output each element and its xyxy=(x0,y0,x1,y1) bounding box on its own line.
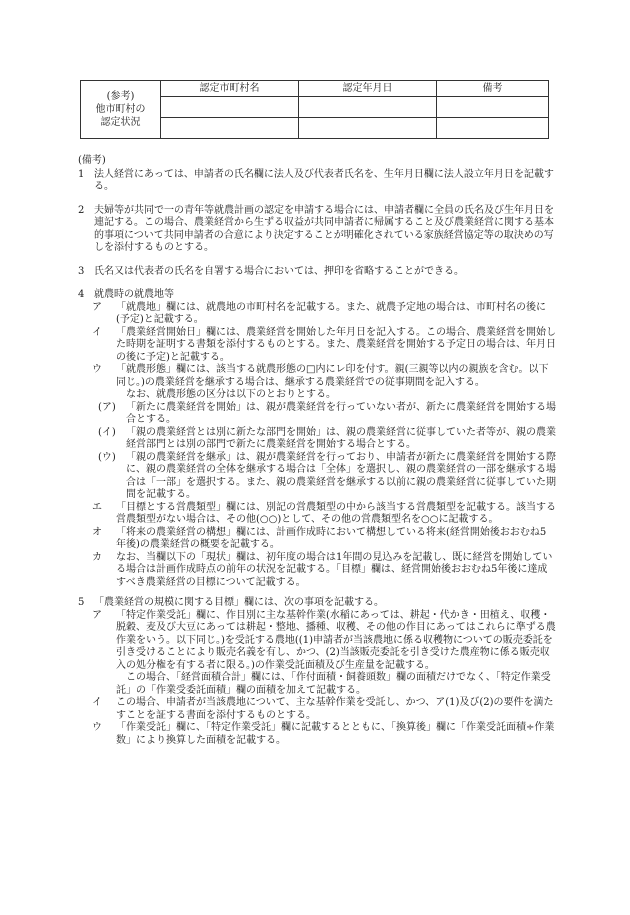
table-row-header xyxy=(81,81,161,139)
note-2 xyxy=(78,205,556,255)
table-cell xyxy=(161,97,299,118)
sub-number: ウ xyxy=(92,722,102,733)
note-4-i xyxy=(78,327,556,365)
sub-text: 「特定作業受託」欄に、作目別に主な基幹作業(水稲にあっては、耕起・代かき・田植え、収穫・脱穀、麦及び大豆にあっては耕起・整地、播種、収穫、その他の作目にあってはこれらに準ずる農作業をいう。以下同じ。)を受託する農地((1)申請者が当該農地に係る収穫物についての販売委託を引き受けることにより販売名義を有し、かつ、(2)当該販売委託を引き受けた農産物に係る販売収入の処分権を有する者に限る。)の作業受託面積及び生産量を記載する。 xyxy=(116,609,556,671)
note-4-u-sub-a xyxy=(78,402,556,427)
sub-number: エ xyxy=(92,501,102,513)
note-3 xyxy=(78,266,556,279)
note-number: 4 xyxy=(78,289,85,300)
subsub-text: 「親の農業経営を継承」は、親が農業経営を行っており、申請者が新たに農業経営を開始する際に、親の農業経営の全体を継承する場合は「全体」を選択し、親の農業経営の一部を継承する場合は「一部」を選択する。また、親の農業経営を継承する以前に親の農業経営に従事していた期間を記載する。 xyxy=(126,451,556,500)
sub-number: イ xyxy=(92,326,102,338)
table-cell xyxy=(299,97,437,118)
note-4-a xyxy=(78,302,556,327)
sub-text: 「農業経営開始日」欄には、農業経営を開始した年月日を記入する。この場合、農業経営を開始した時期を証明する書類を添付するものとする。また、農業経営を開始する予定日の場合は、年月日の後に予定)と記載する。 xyxy=(116,326,556,363)
notes-heading: (備考) xyxy=(78,155,106,166)
sub-text: なお、当欄以下の「現状」欄は、初年度の場合は1年間の見込みを記載し、既に経営を開始している場合は計画作成時点の前年の状況を記載する。「目標」欄は、経営開始後おおむね5年後に達成すべき農業経営の目標について記載する。 xyxy=(116,551,553,588)
note-4 xyxy=(78,289,556,302)
sub-number: イ xyxy=(92,697,102,708)
note-text: 夫婦等が共同で一の青年等就農計画の認定を申請する場合には、申請者欄に全員の氏名及び生年月日を連記する。この場合、農業経営から生ずる収益が共同申請者に帰属すること及び農業経営に関する基本的事項について共同申請者の合意により決定することが明確化されている家族経営協定等の取決めの写しを添付するものとする。 xyxy=(94,204,554,253)
note-5-u xyxy=(78,722,556,747)
row-header-line-1: (参考) xyxy=(106,91,135,102)
subsub-number: (イ) xyxy=(98,426,116,438)
note-5-i xyxy=(78,697,556,722)
sub-number: ア xyxy=(92,609,102,621)
subsub-number: (ウ) xyxy=(98,451,116,463)
note-number: 5 xyxy=(78,597,85,608)
notes-section xyxy=(78,155,556,747)
note-1 xyxy=(78,169,556,194)
column-header-date: 認定年月日 xyxy=(299,81,437,97)
sub-text: 「作業受託」欄に、「特定作業受託」欄に記載するとともに、「換算後」欄に「作業受託面積÷作業数」により換算した面積を記載する。 xyxy=(116,722,555,746)
sub-number: カ xyxy=(92,551,102,563)
reference-table xyxy=(80,80,549,139)
sub-text: 「就農形態」欄には、該当する就農形態の□内にレ印を付す。親(三親等以内の親族を含む。以下同じ。)の農業経営を継承する場合は、継承する農業経営での従事期間を記入する。 xyxy=(116,364,549,388)
table-cell xyxy=(299,118,437,139)
sub-text: この場合、申請者が当該農地について、主な基幹作業を受託し、かつ、ア(1)及び(2)の要件を満たすことを証する書面を添付するものとする。 xyxy=(116,697,554,721)
column-header-remarks: 備考 xyxy=(437,81,549,97)
subsub-text: 「親の農業経営とは別に新たな部門を開始」は、親の農業経営に従事していた者等が、親の農業経営部門とは別の部門で新たに農業経営を開始する場合とする。 xyxy=(126,426,556,450)
note-text: 氏名又は代表者の氏名を自署する場合においては、押印を省略することができる。 xyxy=(94,265,464,277)
sub-text: 「就農地」欄には、就農地の市町村名を記載する。また、就農予定地の場合は、市町村名の後に(予定)と記載する。 xyxy=(116,301,546,325)
row-header-line-3: 認定状況 xyxy=(100,117,141,128)
note-number: 2 xyxy=(78,204,85,216)
note-text: 法人経営にあっては、申請者の氏名欄に法人及び代表者氏名を、生年月日欄に法人設立年月日を記載する。 xyxy=(94,168,554,192)
table-cell xyxy=(161,118,299,139)
table-cell xyxy=(437,118,549,139)
note-4-u-sub-u xyxy=(78,452,556,502)
note-4-u-remark: なお、就農形態の区分は以下のとおりとする。 xyxy=(126,389,336,400)
note-number: 3 xyxy=(78,265,85,277)
subsub-number: (ア) xyxy=(98,401,116,413)
note-4-ka xyxy=(78,552,556,590)
sub-number: ア xyxy=(92,301,102,313)
sub-number: オ xyxy=(92,526,102,538)
note-number: 1 xyxy=(78,168,85,180)
note-4-e xyxy=(78,502,556,527)
sub-text: 「将来の農業経営の構想」欄には、計画作成時において構想している将来(経営開始後おおむね5年後)の農業経営の概要を記載する。 xyxy=(116,526,547,550)
note-5 xyxy=(78,597,556,610)
note-4-o xyxy=(78,527,556,552)
sub-text: 「目標とする営農類型」欄には、別記の営農類型の中から該当する営農類型を記載する。該当する営農類型がない場合は、その他(○○)として、その他の営農類型名を○○に記載する。 xyxy=(116,501,556,525)
note-5-a xyxy=(78,610,556,673)
column-header-municipality: 認定市町村名 xyxy=(161,81,299,97)
sub-number: ウ xyxy=(92,364,102,375)
note-title: 就農時の就農地等 xyxy=(94,289,174,300)
note-4-u xyxy=(78,364,556,389)
row-header-line-2: 他市町村の xyxy=(95,104,146,115)
note-4-u-sub-i xyxy=(78,427,556,452)
table-cell xyxy=(437,97,549,118)
note-title: 「農業経営の規模に関する目標」欄には、次の事項を記載する。 xyxy=(94,597,384,608)
subsub-text: 「新たに農業経営を開始」は、親が農業経営を行っていない者が、新たに農業経営を開始する場合とする。 xyxy=(126,401,556,425)
note-5-a-remark: この場合、「経営面積合計」欄には、「作付面積・飼養頭数」欄の面積だけでなく、「特定作業受託」の「作業受委託面積」欄の面積を加えて記載する。 xyxy=(116,672,551,696)
